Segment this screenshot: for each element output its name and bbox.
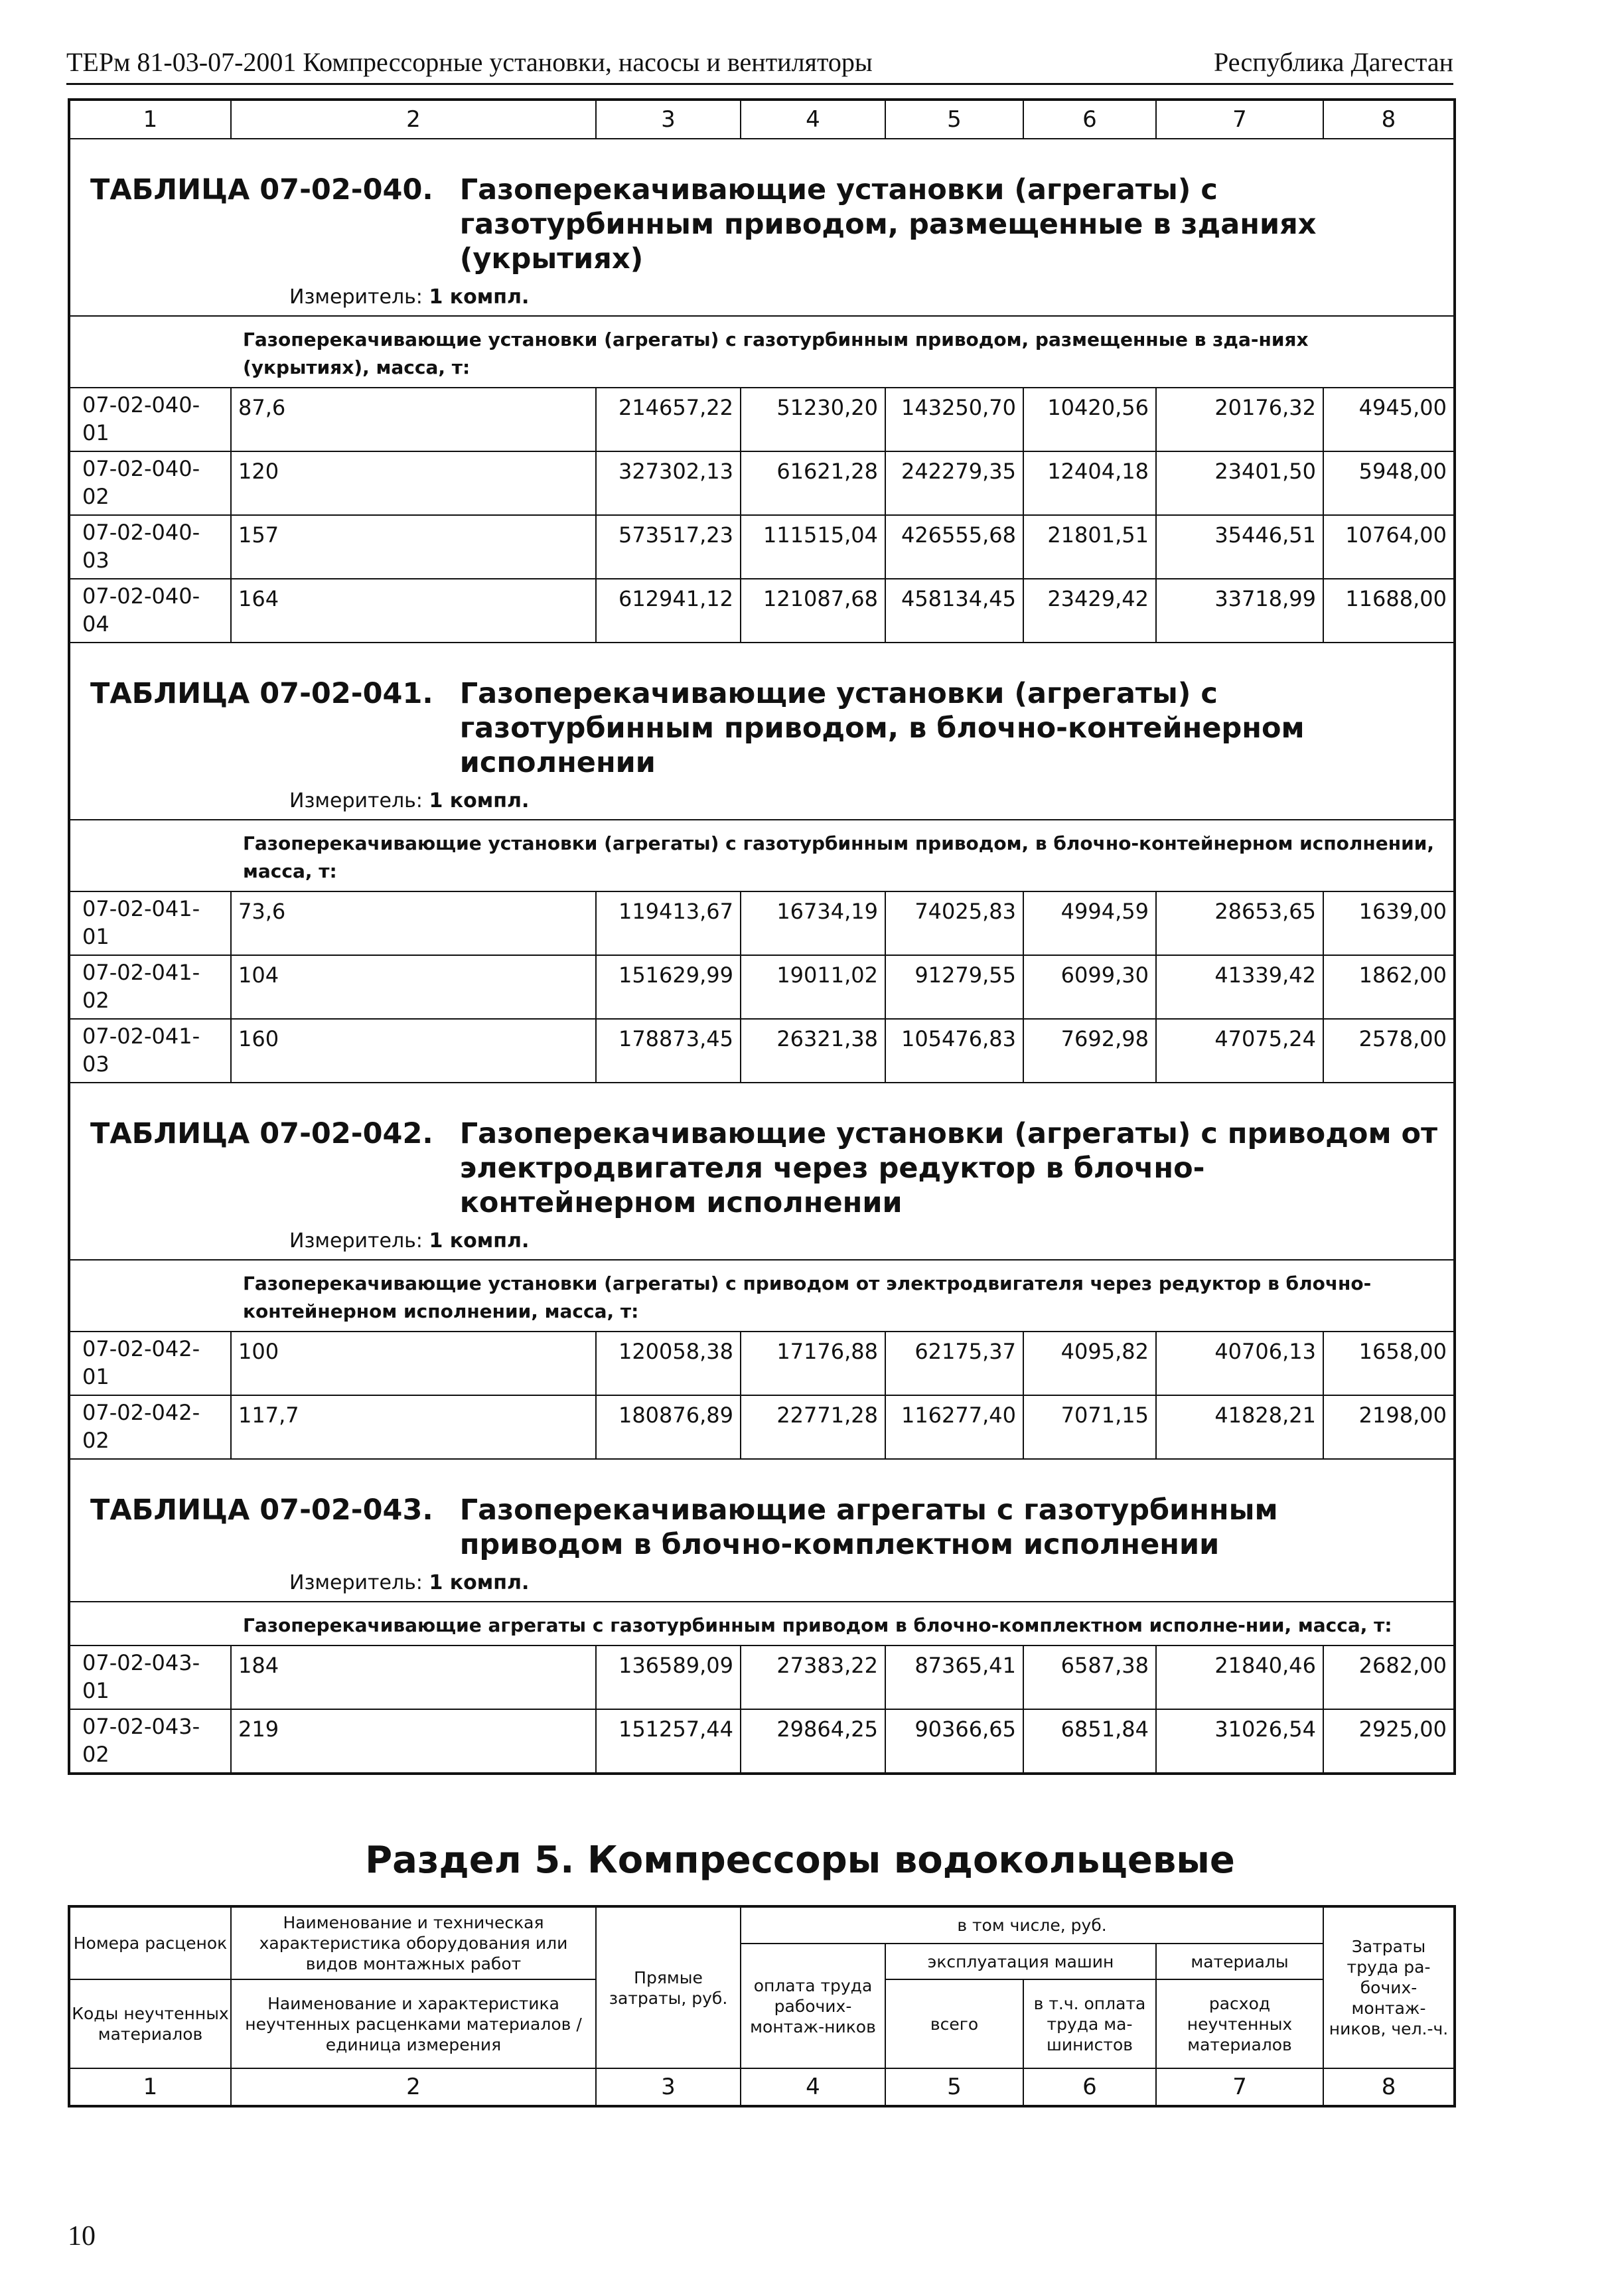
value-cell: 242279,35 bbox=[885, 451, 1023, 515]
value-cell: 17176,88 bbox=[741, 1332, 885, 1395]
table-title bbox=[70, 1460, 1453, 1562]
unaccounted-codes-header: Коды неучтенных материалов bbox=[69, 1979, 231, 2068]
value-cell: 612941,12 bbox=[596, 579, 741, 643]
table-row bbox=[69, 451, 1455, 515]
value-cell: 10764,00 bbox=[1323, 515, 1455, 579]
value-cell: 11688,00 bbox=[1323, 579, 1455, 643]
table-row bbox=[69, 1395, 1455, 1459]
table-description: Газоперекачивающие установки (агрегаты) с газотурбинным приводом, размещенные в зда-ниях (укрытиях), масса, т: bbox=[69, 316, 1455, 388]
value-cell: 28653,65 bbox=[1156, 891, 1323, 955]
table-row bbox=[69, 955, 1455, 1019]
table-name: Газоперекачивающие агрегаты с газотурбинным приводом в блочно-комплектном исполнении bbox=[459, 1493, 1278, 1561]
table-description-row bbox=[69, 1260, 1455, 1332]
measure-label: Измеритель: bbox=[289, 285, 423, 309]
table-row bbox=[69, 579, 1455, 643]
rate-code: 07-02-040-01 bbox=[69, 388, 231, 451]
table-row bbox=[69, 1332, 1455, 1395]
mass-value: 104 bbox=[238, 962, 279, 988]
measure-label: Измеритель: bbox=[289, 789, 423, 812]
table-heading bbox=[69, 643, 1455, 820]
mass-value: 73,6 bbox=[238, 899, 286, 924]
value-cell: 119413,67 bbox=[596, 891, 741, 955]
value-cell: 2578,00 bbox=[1323, 1019, 1455, 1083]
value-cell: 136589,09 bbox=[596, 1645, 741, 1709]
value-cell: 27383,22 bbox=[741, 1645, 885, 1709]
header-document-title: ТЕРм 81-03-07-2001 Компрессорные установки, насосы и вентиляторы bbox=[66, 47, 873, 77]
rate-code: 07-02-042-01 bbox=[69, 1332, 231, 1395]
value-cell: 1862,00 bbox=[1323, 955, 1455, 1019]
value-cell: 21840,46 bbox=[1156, 1645, 1323, 1709]
column-number: 1 bbox=[69, 100, 231, 139]
section-title: Раздел 5. Компрессоры водокольцевые bbox=[365, 1839, 1235, 1882]
value-cell: 180876,89 bbox=[596, 1395, 741, 1459]
value-cell: 573517,23 bbox=[596, 515, 741, 579]
section-header-table bbox=[68, 1905, 1456, 2107]
mass-value: 100 bbox=[238, 1339, 279, 1364]
value-cell: 121087,68 bbox=[741, 579, 885, 643]
value-cell: 1658,00 bbox=[1323, 1332, 1455, 1395]
mass-cell bbox=[231, 891, 596, 955]
column-number: 7 bbox=[1156, 100, 1323, 139]
value-cell: 6099,30 bbox=[1023, 955, 1156, 1019]
value-cell: 40706,13 bbox=[1156, 1332, 1323, 1395]
materials-unaccounted-header: расход неучтенных материалов bbox=[1156, 1979, 1323, 2068]
value-cell: 16734,19 bbox=[741, 891, 885, 955]
mass-value: 160 bbox=[238, 1026, 279, 1051]
column-number-row bbox=[69, 100, 1455, 139]
table-row bbox=[69, 1019, 1455, 1083]
table-description: Газоперекачивающие установки (агрегаты) с приводом от электродвигателя через редуктор в блочно-контейнерном исполнении, масса, т: bbox=[69, 1260, 1455, 1332]
value-cell: 41339,42 bbox=[1156, 955, 1323, 1019]
measure-value: 1 компл. bbox=[429, 1571, 530, 1594]
column-number: 5 bbox=[885, 100, 1023, 139]
rates-numbers-header: Номера расценок bbox=[69, 1906, 231, 1979]
value-cell: 4945,00 bbox=[1323, 388, 1455, 451]
table-name: Газоперекачивающие установки (агрегаты) с газотурбинным приводом, размещенные в зданиях (укрытиях) bbox=[459, 173, 1317, 275]
column-number: 6 bbox=[1023, 2068, 1156, 2106]
table-row bbox=[69, 515, 1455, 579]
mass-cell bbox=[231, 1709, 596, 1774]
table-heading bbox=[69, 1459, 1455, 1602]
column-number: 1 bbox=[69, 2068, 231, 2106]
value-cell: 151629,99 bbox=[596, 955, 741, 1019]
value-cell: 41828,21 bbox=[1156, 1395, 1323, 1459]
materials-header: материалы bbox=[1156, 1944, 1323, 1979]
column-number: 2 bbox=[231, 100, 596, 139]
value-cell: 47075,24 bbox=[1156, 1019, 1323, 1083]
header-region: Республика Дагестан bbox=[1214, 47, 1453, 77]
mass-cell bbox=[231, 955, 596, 1019]
rate-code: 07-02-040-02 bbox=[69, 451, 231, 515]
table-title bbox=[70, 1083, 1453, 1220]
table-description: Газоперекачивающие установки (агрегаты) с газотурбинным приводом, в блочно-контейнерном исполнении, масса, т: bbox=[69, 820, 1455, 891]
value-cell: 10420,56 bbox=[1023, 388, 1156, 451]
mass-cell bbox=[231, 515, 596, 579]
value-cell: 12404,18 bbox=[1023, 451, 1156, 515]
table-row bbox=[69, 388, 1455, 451]
table-number: ТАБЛИЦА 07-02-040. bbox=[90, 173, 433, 206]
value-cell: 91279,55 bbox=[885, 955, 1023, 1019]
table-description-row bbox=[69, 820, 1455, 891]
value-cell: 20176,32 bbox=[1156, 388, 1323, 451]
value-cell: 19011,02 bbox=[741, 955, 885, 1019]
table-row bbox=[69, 1645, 1455, 1709]
value-cell: 62175,37 bbox=[885, 1332, 1023, 1395]
mass-value: 117,7 bbox=[238, 1403, 299, 1428]
mass-cell bbox=[231, 579, 596, 643]
value-cell: 87365,41 bbox=[885, 1645, 1023, 1709]
measure-value: 1 компл. bbox=[429, 789, 530, 812]
page-number: 10 bbox=[68, 2221, 96, 2252]
value-cell: 1639,00 bbox=[1323, 891, 1455, 955]
column-number: 6 bbox=[1023, 100, 1156, 139]
value-cell: 151257,44 bbox=[596, 1709, 741, 1774]
table-title-row bbox=[69, 1083, 1455, 1260]
measure-line bbox=[70, 276, 1453, 315]
name-unaccounted-header: Наименование и характеристика неучтенных расценками материалов / единица измерения bbox=[231, 1979, 596, 2068]
column-number: 4 bbox=[741, 100, 885, 139]
column-number: 3 bbox=[596, 100, 741, 139]
table-name: Газоперекачивающие установки (агрегаты) с приводом от электродвигателя через редуктор в блочно-контейнерном исполнении bbox=[459, 1117, 1438, 1219]
measure-value: 1 компл. bbox=[429, 1229, 530, 1253]
value-cell: 23429,42 bbox=[1023, 579, 1156, 643]
value-cell: 4095,82 bbox=[1023, 1332, 1156, 1395]
value-cell: 23401,50 bbox=[1156, 451, 1323, 515]
value-cell: 7692,98 bbox=[1023, 1019, 1156, 1083]
value-cell: 6851,84 bbox=[1023, 1709, 1156, 1774]
direct-costs-header: Прямые затраты, руб. bbox=[596, 1906, 741, 2068]
value-cell: 116277,40 bbox=[885, 1395, 1023, 1459]
table-number: ТАБЛИЦА 07-02-041. bbox=[90, 677, 433, 710]
price-tables bbox=[68, 98, 1456, 1775]
table-number: ТАБЛИЦА 07-02-043. bbox=[90, 1493, 433, 1527]
mass-cell bbox=[231, 1395, 596, 1459]
mass-value: 219 bbox=[238, 1717, 279, 1742]
value-cell: 61621,28 bbox=[741, 451, 885, 515]
value-cell: 31026,54 bbox=[1156, 1709, 1323, 1774]
mass-cell bbox=[231, 451, 596, 515]
column-number: 8 bbox=[1323, 100, 1455, 139]
value-cell: 214657,22 bbox=[596, 388, 741, 451]
value-cell: 21801,51 bbox=[1023, 515, 1156, 579]
measure-label: Измеритель: bbox=[289, 1229, 423, 1253]
measure-line bbox=[70, 1220, 1453, 1259]
measure-value: 1 компл. bbox=[429, 285, 530, 309]
section-column-number-row bbox=[69, 2068, 1455, 2106]
page-header bbox=[66, 46, 1453, 85]
column-number: 5 bbox=[885, 2068, 1023, 2106]
rate-code: 07-02-040-03 bbox=[69, 515, 231, 579]
value-cell: 426555,68 bbox=[885, 515, 1023, 579]
value-cell: 26321,38 bbox=[741, 1019, 885, 1083]
table-heading bbox=[69, 1083, 1455, 1260]
machines-header: эксплуатация машин bbox=[885, 1944, 1156, 1979]
mass-cell bbox=[231, 388, 596, 451]
mass-value: 184 bbox=[238, 1653, 279, 1678]
table-row bbox=[69, 1709, 1455, 1774]
column-number: 7 bbox=[1156, 2068, 1323, 2106]
mass-value: 87,6 bbox=[238, 395, 286, 420]
table-row bbox=[69, 891, 1455, 955]
table-title bbox=[70, 139, 1453, 276]
mass-cell bbox=[231, 1019, 596, 1083]
machinists-wages-header: в т.ч. оплата труда ма-шинистов bbox=[1023, 1979, 1156, 2068]
table-description-row bbox=[69, 316, 1455, 388]
machines-total-header: всего bbox=[885, 1979, 1023, 2068]
table-title-row bbox=[69, 1459, 1455, 1602]
table-title-row bbox=[69, 643, 1455, 820]
table-description: Газоперекачивающие агрегаты с газотурбинным приводом в блочно-комплектном исполне-нии, масса, т: bbox=[69, 1602, 1455, 1645]
value-cell: 33718,99 bbox=[1156, 579, 1323, 643]
value-cell: 111515,04 bbox=[741, 515, 885, 579]
value-cell: 29864,25 bbox=[741, 1709, 885, 1774]
value-cell: 22771,28 bbox=[741, 1395, 885, 1459]
labor-costs-header: Затраты труда ра-бочих-монтаж-ников, чел.-ч. bbox=[1323, 1906, 1455, 2068]
mass-cell bbox=[231, 1645, 596, 1709]
mass-value: 157 bbox=[238, 522, 279, 548]
value-cell: 105476,83 bbox=[885, 1019, 1023, 1083]
value-cell: 458134,45 bbox=[885, 579, 1023, 643]
column-number: 2 bbox=[231, 2068, 596, 2106]
value-cell: 5948,00 bbox=[1323, 451, 1455, 515]
rate-code: 07-02-041-01 bbox=[69, 891, 231, 955]
value-cell: 178873,45 bbox=[596, 1019, 741, 1083]
including-header: в том числе, руб. bbox=[741, 1906, 1323, 1944]
table-name: Газоперекачивающие установки (агрегаты) с газотурбинным приводом, в блочно-контейнерном исполнении bbox=[459, 677, 1305, 779]
rate-code: 07-02-042-02 bbox=[69, 1395, 231, 1459]
rate-code: 07-02-041-02 bbox=[69, 955, 231, 1019]
measure-line bbox=[70, 1562, 1453, 1601]
mass-cell bbox=[231, 1332, 596, 1395]
value-cell: 120058,38 bbox=[596, 1332, 741, 1395]
column-number: 8 bbox=[1323, 2068, 1455, 2106]
rate-code: 07-02-041-03 bbox=[69, 1019, 231, 1083]
table-title bbox=[70, 643, 1453, 780]
name-header: Наименование и техническая характеристика оборудования или видов монтажных работ bbox=[231, 1906, 596, 1979]
value-cell: 90366,65 bbox=[885, 1709, 1023, 1774]
value-cell: 74025,83 bbox=[885, 891, 1023, 955]
rate-code: 07-02-040-04 bbox=[69, 579, 231, 643]
column-number: 4 bbox=[741, 2068, 885, 2106]
mass-value: 164 bbox=[238, 586, 279, 611]
table-number: ТАБЛИЦА 07-02-042. bbox=[90, 1117, 433, 1150]
value-cell: 143250,70 bbox=[885, 388, 1023, 451]
value-cell: 6587,38 bbox=[1023, 1645, 1156, 1709]
table-heading bbox=[69, 139, 1455, 316]
value-cell: 35446,51 bbox=[1156, 515, 1323, 579]
value-cell: 2682,00 bbox=[1323, 1645, 1455, 1709]
value-cell: 327302,13 bbox=[596, 451, 741, 515]
rate-code: 07-02-043-02 bbox=[69, 1709, 231, 1774]
value-cell: 2925,00 bbox=[1323, 1709, 1455, 1774]
rate-code: 07-02-043-01 bbox=[69, 1645, 231, 1709]
value-cell: 2198,00 bbox=[1323, 1395, 1455, 1459]
mass-value: 120 bbox=[238, 459, 279, 484]
measure-line bbox=[70, 780, 1453, 819]
value-cell: 7071,15 bbox=[1023, 1395, 1156, 1459]
value-cell: 51230,20 bbox=[741, 388, 885, 451]
value-cell: 4994,59 bbox=[1023, 891, 1156, 955]
table-title-row bbox=[69, 139, 1455, 316]
measure-label: Измеритель: bbox=[289, 1571, 423, 1594]
wages-header: оплата труда рабочих-монтаж-ников bbox=[741, 1944, 885, 2068]
column-number: 3 bbox=[596, 2068, 741, 2106]
table-description-row bbox=[69, 1602, 1455, 1645]
